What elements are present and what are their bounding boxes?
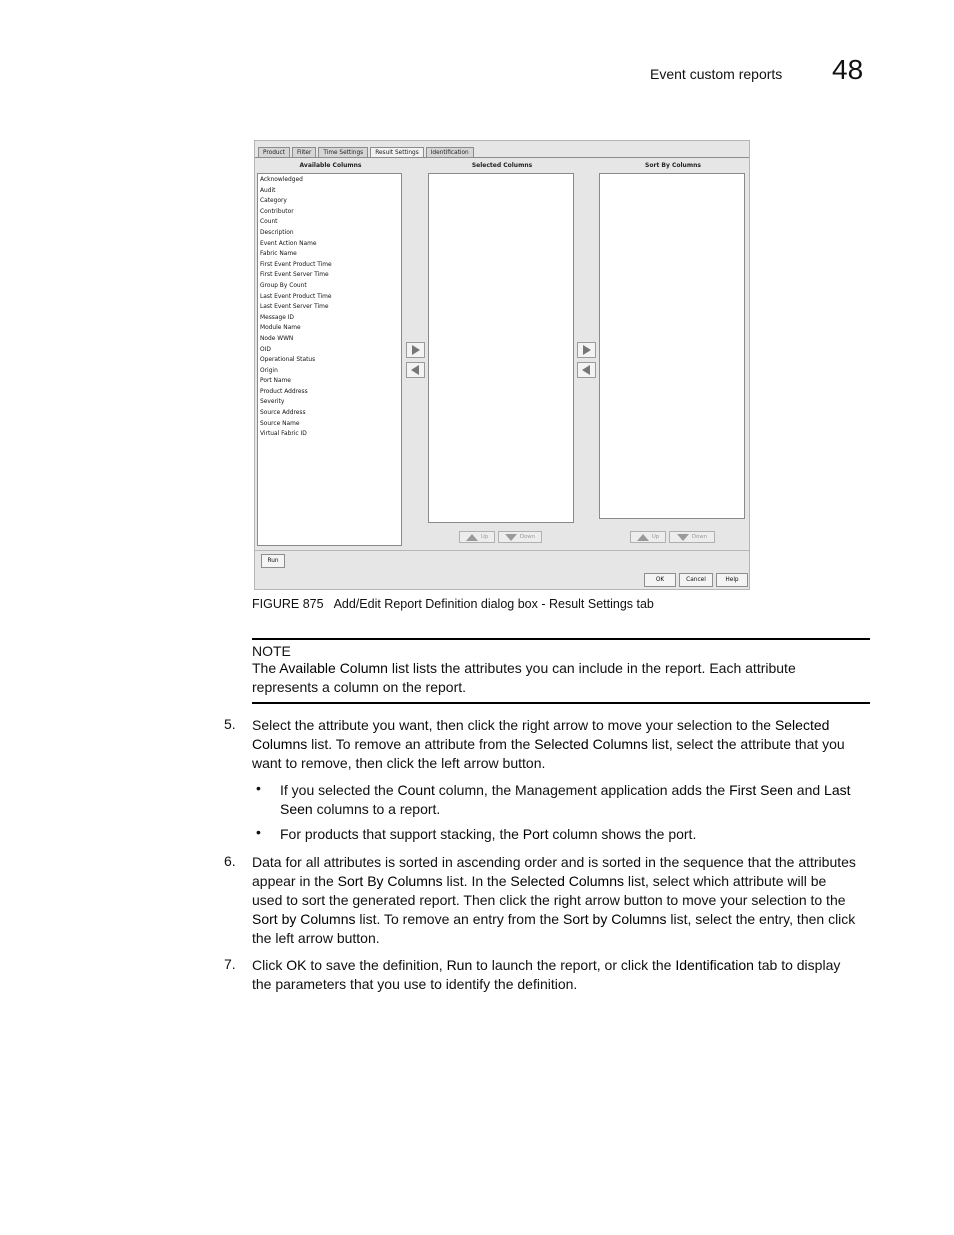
available-column-item[interactable]: Message ID (260, 314, 294, 321)
note-term: Available Column (279, 660, 388, 676)
step-term: Run (446, 957, 473, 973)
step-text: Select the attribute you want, then click the right arrow to move your selection to the (252, 717, 775, 733)
step-term: Sort By Columns (337, 873, 443, 889)
down-triangle-icon (505, 534, 517, 541)
available-column-item[interactable]: OID (260, 346, 271, 353)
available-column-item[interactable]: Group By Count (260, 282, 307, 289)
note-body (252, 659, 852, 697)
available-column-item[interactable]: Origin (260, 367, 278, 374)
bullet-2-text (280, 825, 870, 844)
add-to-sort-button[interactable] (577, 342, 596, 358)
bullet-term: First Seen (729, 782, 793, 798)
bullet-term: Last Seen (280, 782, 851, 817)
tab-identification[interactable]: Identification (426, 147, 474, 158)
step-text: list, select the attribute that you want to remove, then click the left arrow button. (252, 736, 845, 771)
available-column-item[interactable]: Node WWN (260, 335, 294, 342)
available-column-item[interactable]: Virtual Fabric ID (260, 431, 307, 438)
bullet-marker: • (256, 824, 261, 840)
right-arrow-icon (411, 345, 420, 355)
available-column-item[interactable]: Audit (260, 187, 276, 194)
step-text: list. In the (442, 873, 511, 889)
available-column-item[interactable]: Operational Status (260, 357, 316, 364)
sort-down-button[interactable] (669, 531, 715, 543)
dialog-separator (255, 550, 749, 551)
available-column-item[interactable]: Source Name (260, 420, 300, 427)
down-triangle-icon (677, 534, 689, 541)
step-text: list, select which attribute will be used to sort the generated report. Then click the right arrow button to move your selection to the (252, 873, 846, 908)
bullet-1-text (280, 781, 870, 819)
available-column-item[interactable]: Category (260, 198, 287, 205)
remove-from-sort-button[interactable] (577, 362, 596, 378)
add-to-selected-button[interactable] (406, 342, 425, 358)
up-triangle-icon (637, 534, 649, 541)
step-text: to save the definition, (306, 957, 447, 973)
step-term: Sort by Columns (252, 911, 356, 927)
available-column-item[interactable]: Count (260, 219, 278, 226)
bullet-text: and (792, 782, 825, 798)
step-7-text (252, 956, 852, 994)
bullet-term: Port (522, 826, 549, 842)
bullet-marker: • (256, 780, 261, 796)
run-button[interactable]: Run (261, 554, 285, 568)
bullet-text: columns to a report. (312, 801, 441, 817)
available-column-item[interactable]: Contributor (260, 208, 294, 215)
bullet-text: column shows the port. (548, 826, 697, 842)
step-term: Identification (675, 957, 754, 973)
available-column-item[interactable]: Description (260, 229, 294, 236)
bullet-term: Count (397, 782, 435, 798)
step-text: list, select the entry, then click the left arrow button. (252, 911, 856, 946)
step-number: 5. (224, 716, 236, 732)
figure-label: FIGURE 875 (252, 597, 324, 611)
cancel-button[interactable]: Cancel (679, 573, 713, 587)
available-column-item[interactable]: Severity (260, 399, 285, 406)
available-columns-list[interactable] (257, 173, 402, 546)
selected-down-button[interactable] (498, 531, 542, 543)
available-column-item[interactable]: Fabric Name (260, 251, 297, 258)
step-text: Click (252, 957, 287, 973)
selected-up-button[interactable] (459, 531, 495, 543)
help-button[interactable]: Help (716, 573, 748, 587)
sort-by-columns-list[interactable] (599, 173, 745, 519)
step-text: tab to display the parameters that you use to identify the definition. (252, 957, 841, 992)
available-column-item[interactable]: Event Action Name (260, 240, 317, 247)
available-column-item[interactable]: First Event Server Time (260, 272, 329, 279)
step-text: Data for all attributes is sorted in ascending order and is sorted in the sequence that the attributes appear in the (252, 854, 856, 889)
step-number: 7. (224, 956, 236, 972)
tab-product[interactable]: Product (258, 147, 290, 158)
step-term: OK (286, 957, 307, 973)
bullet-text: column, the Management application adds the (434, 782, 730, 798)
available-column-item[interactable]: Acknowledged (260, 177, 303, 183)
down-label: Down (691, 534, 708, 540)
left-arrow-icon (582, 365, 591, 375)
report-definition-dialog (254, 140, 750, 590)
selected-columns-list[interactable] (428, 173, 574, 523)
step-term: Selected Columns (252, 717, 830, 752)
section-title: Event custom reports (650, 66, 783, 82)
step-term: Selected Columns (510, 873, 624, 889)
note-text: The (252, 660, 280, 676)
step-text: to launch the report, or click the (472, 957, 676, 973)
ok-button[interactable]: OK (644, 573, 676, 587)
up-triangle-icon (466, 534, 478, 541)
available-column-item[interactable]: Port Name (260, 378, 291, 385)
available-column-item[interactable]: Product Address (260, 388, 308, 395)
tab-result-settings[interactable]: Result Settings (370, 147, 424, 158)
remove-from-selected-button[interactable] (406, 362, 425, 378)
bullet-text: For products that support stacking, the (280, 826, 523, 842)
step-text: list. To remove an entry from the (355, 911, 563, 927)
tab-time-settings[interactable]: Time Settings (318, 147, 368, 158)
step-term: Sort by Columns (562, 911, 667, 927)
up-label: Up (651, 534, 660, 540)
selected-columns-title: Selected Columns (471, 162, 533, 169)
available-column-item[interactable]: Module Name (260, 325, 301, 332)
note-top-rule (252, 638, 870, 640)
tab-filter[interactable]: Filter (292, 147, 316, 158)
step-text: list. To remove an attribute from the (307, 736, 535, 752)
available-column-item[interactable]: Source Address (260, 410, 306, 417)
down-label: Down (519, 534, 536, 540)
left-arrow-icon (411, 365, 420, 375)
available-column-item[interactable]: Last Event Product Time (260, 293, 332, 300)
up-label: Up (480, 534, 489, 540)
step-6-text (252, 853, 856, 948)
note-bottom-rule (252, 702, 870, 704)
right-arrow-icon (582, 345, 591, 355)
step-number: 6. (224, 853, 236, 869)
figure-caption (252, 597, 654, 611)
step-term: Selected Columns (534, 736, 648, 752)
tab-divider (255, 157, 749, 158)
available-column-item[interactable]: Last Event Server Time (260, 304, 329, 311)
figure-text: Add/Edit Report Definition dialog box - Result Settings tab (333, 597, 654, 611)
sort-up-button[interactable] (630, 531, 666, 543)
note-text: list lists the attributes you can include in the report. Each attribute represents a column on the report. (252, 660, 796, 695)
note-title: NOTE (252, 643, 291, 659)
step-5-text (252, 716, 868, 773)
available-columns-title: Available Columns (299, 162, 362, 169)
available-column-item[interactable]: First Event Product Time (260, 261, 332, 268)
bullet-text: If you selected the (280, 782, 398, 798)
chapter-number: 48 (832, 54, 864, 85)
sort-by-columns-title: Sort By Columns (645, 162, 701, 169)
